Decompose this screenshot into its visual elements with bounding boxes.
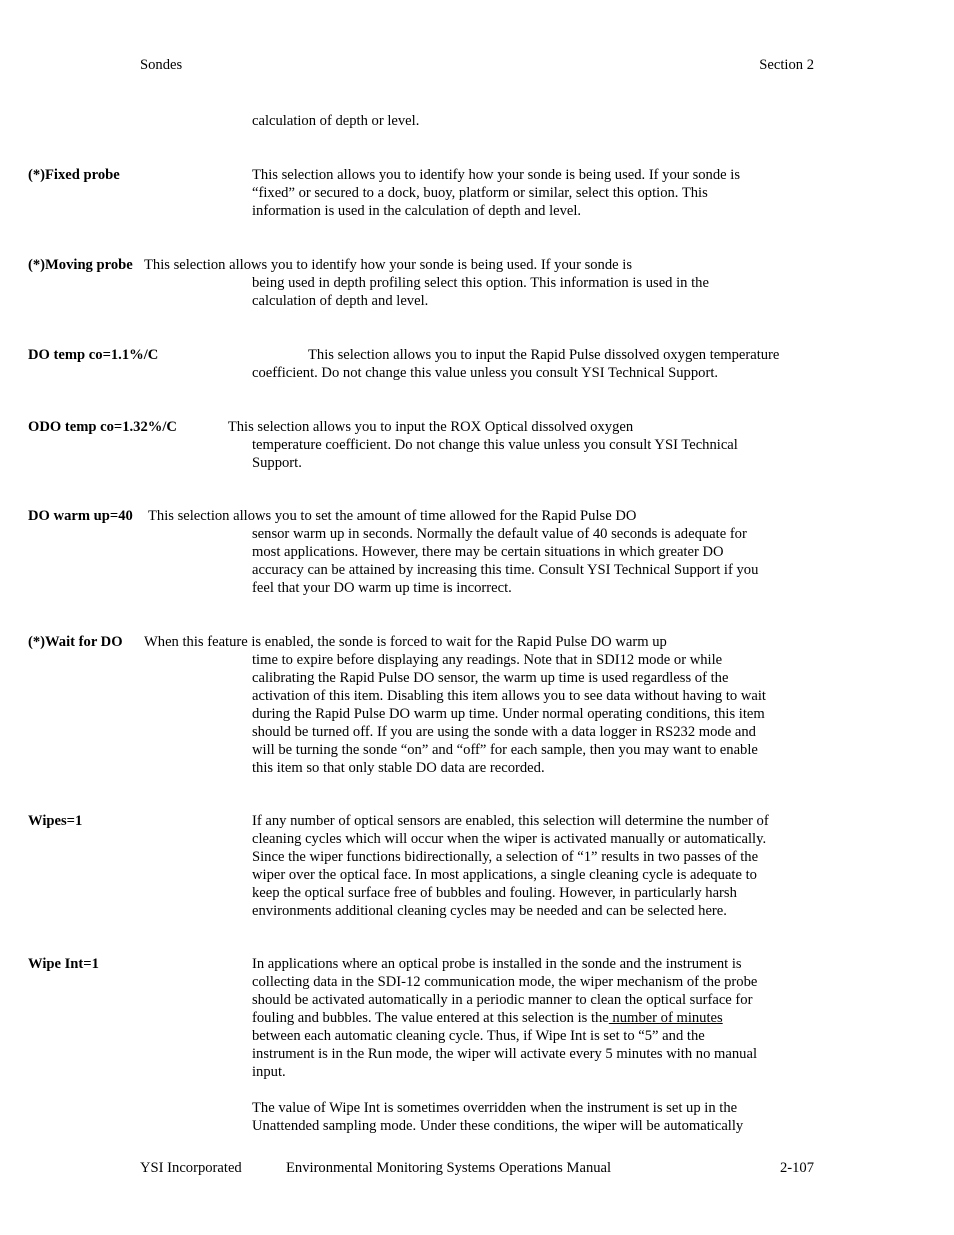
entry-term: ODO temp co=1.32%/C <box>28 419 177 435</box>
entry-line: cleaning cycles which will occur when the wiper is activated manually or automatically. <box>252 831 767 847</box>
entry-wait-for-do: (*)Wait for DO When this feature is enabled, the sonde is forced to wait for the Rapid Pulse DO warm up time to expire before displaying any readings. Note that in SDI12 mode or while calibrating the Rapid Pulse DO sensor, the warm up time is used regardless of the activation of this item. Disabling this item allows you to see data without having to wait during the Rapid Pulse DO warm up time. Under normal operating conditions, this item should be turned off. If you are using the sonde with a data logger in RS232 mode and will be turning the sonde “on” and “off” for each sample, then you may want to enable this item so that only stable DO data are recorded. <box>140 633 814 777</box>
entry-line: This selection allows you to identify how your sonde is being used. If your sonde is <box>144 257 633 273</box>
footer-center: Environmental Monitoring Systems Operations Manual <box>286 1160 612 1176</box>
entry-line: This selection allows you to identify how your sonde is being used. If your sonde is <box>252 167 741 183</box>
entry-moving-probe: (*)Moving probe This selection allows you to identify how your sonde is being used. If your sonde is being used in depth profiling select this option. This information is used in the calculation of depth and level. <box>140 256 814 310</box>
entry-line: The value of Wipe Int is sometimes overridden when the instrument is set up in the <box>252 1100 738 1116</box>
entry-line: Support. <box>252 455 302 471</box>
entry-line: input. <box>252 1064 286 1080</box>
entry-line: temperature coefficient. Do not change this value unless you consult YSI Technical <box>252 437 738 453</box>
entry-wipe-int <box>28 955 814 1135</box>
entry-line: should be activated automatically in a periodic manner to clean the optical surface for <box>252 992 753 1008</box>
header-right: Section 2 <box>759 57 814 73</box>
entry-line: this item so that only stable DO data are recorded. <box>252 760 545 776</box>
entry-term: (*)Fixed probe <box>28 167 120 183</box>
entry-line: keep the optical surface free of bubbles and fouling. However, in particularly harsh <box>252 885 737 901</box>
header-left: Sondes <box>140 57 183 73</box>
entry-line: instrument is in the Run mode, the wiper will activate every 5 minutes with no manual <box>252 1046 758 1062</box>
entry-line: “fixed” or secured to a dock, buoy, platform or similar, select this option. This <box>252 185 708 201</box>
page-number: 2-107 <box>779 1160 814 1176</box>
entry-line: information is used in the calculation of depth and level. <box>252 203 582 219</box>
entry-line: This selection allows you to input the ROX Optical dissolved oxygen <box>227 419 634 435</box>
entry-line: activation of this item. Disabling this item allows you to see data without having to wait <box>252 688 766 704</box>
entry-line: calculation of depth and level. <box>252 293 429 309</box>
entry-do-temp-co <box>28 346 814 382</box>
entry-odo-temp-co <box>28 418 814 472</box>
entry-line: Unattended sampling mode. Under these conditions, the wiper will be automatically <box>252 1118 744 1134</box>
entry-line: sensor warm up in seconds. Normally the default value of 40 seconds is adequate for <box>252 526 747 542</box>
entry-line: accuracy can be attained by increasing this time. Consult YSI Technical Support if you <box>252 562 759 578</box>
entry-term: Wipe Int=1 <box>28 956 99 972</box>
entry-line: wiper over the optical face. In most applications, a single cleaning cycle is adequate to <box>252 867 757 883</box>
entry-line: calibrating the Rapid Pulse DO sensor, the warm up time is used regardless of the <box>252 670 729 686</box>
entry-line: environments additional cleaning cycles may be needed and can be selected here. <box>252 903 727 919</box>
entry-line: This selection allows you to input the Rapid Pulse dissolved oxygen temperature <box>308 347 780 363</box>
entry-do-warm-up: DO warm up=40 This selection allows you to set the amount of time allowed for the Rapid Pulse DO sensor warm up in seconds. Normally the default value of 40 seconds is adequate for most applications. However, there may be certain situations in which greater DO accuracy can be attained by increasing this time. Consult YSI Technical Support if you feel that your DO warm up time is incorrect. <box>140 507 814 597</box>
entry-line: time to expire before displaying any readings. Note that in SDI12 mode or while <box>252 652 723 668</box>
entry-line: should be turned off. If you are using the sonde with a data logger in RS232 mode and <box>252 724 756 740</box>
entry-line: most applications. However, there may be certain situations in which greater DO <box>252 544 724 560</box>
entry-fixed-probe <box>28 166 814 220</box>
entry-line: will be turning the sonde “on” and “off” for each sample, then you may want to enable <box>252 742 758 758</box>
entry-line: being used in depth profiling select this option. This information is used in the <box>252 275 709 291</box>
entry-line: When this feature is enabled, the sonde is forced to wait for the Rapid Pulse DO warm up <box>144 634 667 650</box>
entry-term: Wipes=1 <box>28 813 83 829</box>
entry-line: coefficient. Do not change this value unless you consult YSI Technical Support. <box>252 365 719 381</box>
entry-line: If any number of optical sensors are enabled, this selection will determine the number of <box>252 813 769 829</box>
entry-line: feel that your DO warm up time is incorrect. <box>252 580 512 596</box>
underlined-phrase: number of minutes <box>608 1010 723 1026</box>
entry-line: Since the wiper functions bidirectionally, a selection of “1” results in two passes of the <box>252 849 759 865</box>
entry-line: collecting data in the SDI-12 communication mode, the wiper mechanism of the probe <box>252 974 758 990</box>
entry-line: during the Rapid Pulse DO warm up time. Under normal operating conditions, this item <box>252 706 765 722</box>
entry-line: between each automatic cleaning cycle. Thus, if Wipe Int is set to “5” and the <box>252 1028 705 1044</box>
continuation-text: calculation of depth or level. <box>252 113 420 129</box>
footer-left: YSI Incorporated <box>140 1160 242 1176</box>
entry-wipes <box>28 812 814 920</box>
entry-line: fouling and bubbles. The value entered at this selection is the <box>252 1010 609 1026</box>
entry-line: This selection allows you to set the amount of time allowed for the Rapid Pulse DO <box>148 508 637 524</box>
entry-term: DO temp co=1.1%/C <box>28 347 159 363</box>
entry-line: In applications where an optical probe is installed in the sonde and the instrument is <box>252 956 742 972</box>
